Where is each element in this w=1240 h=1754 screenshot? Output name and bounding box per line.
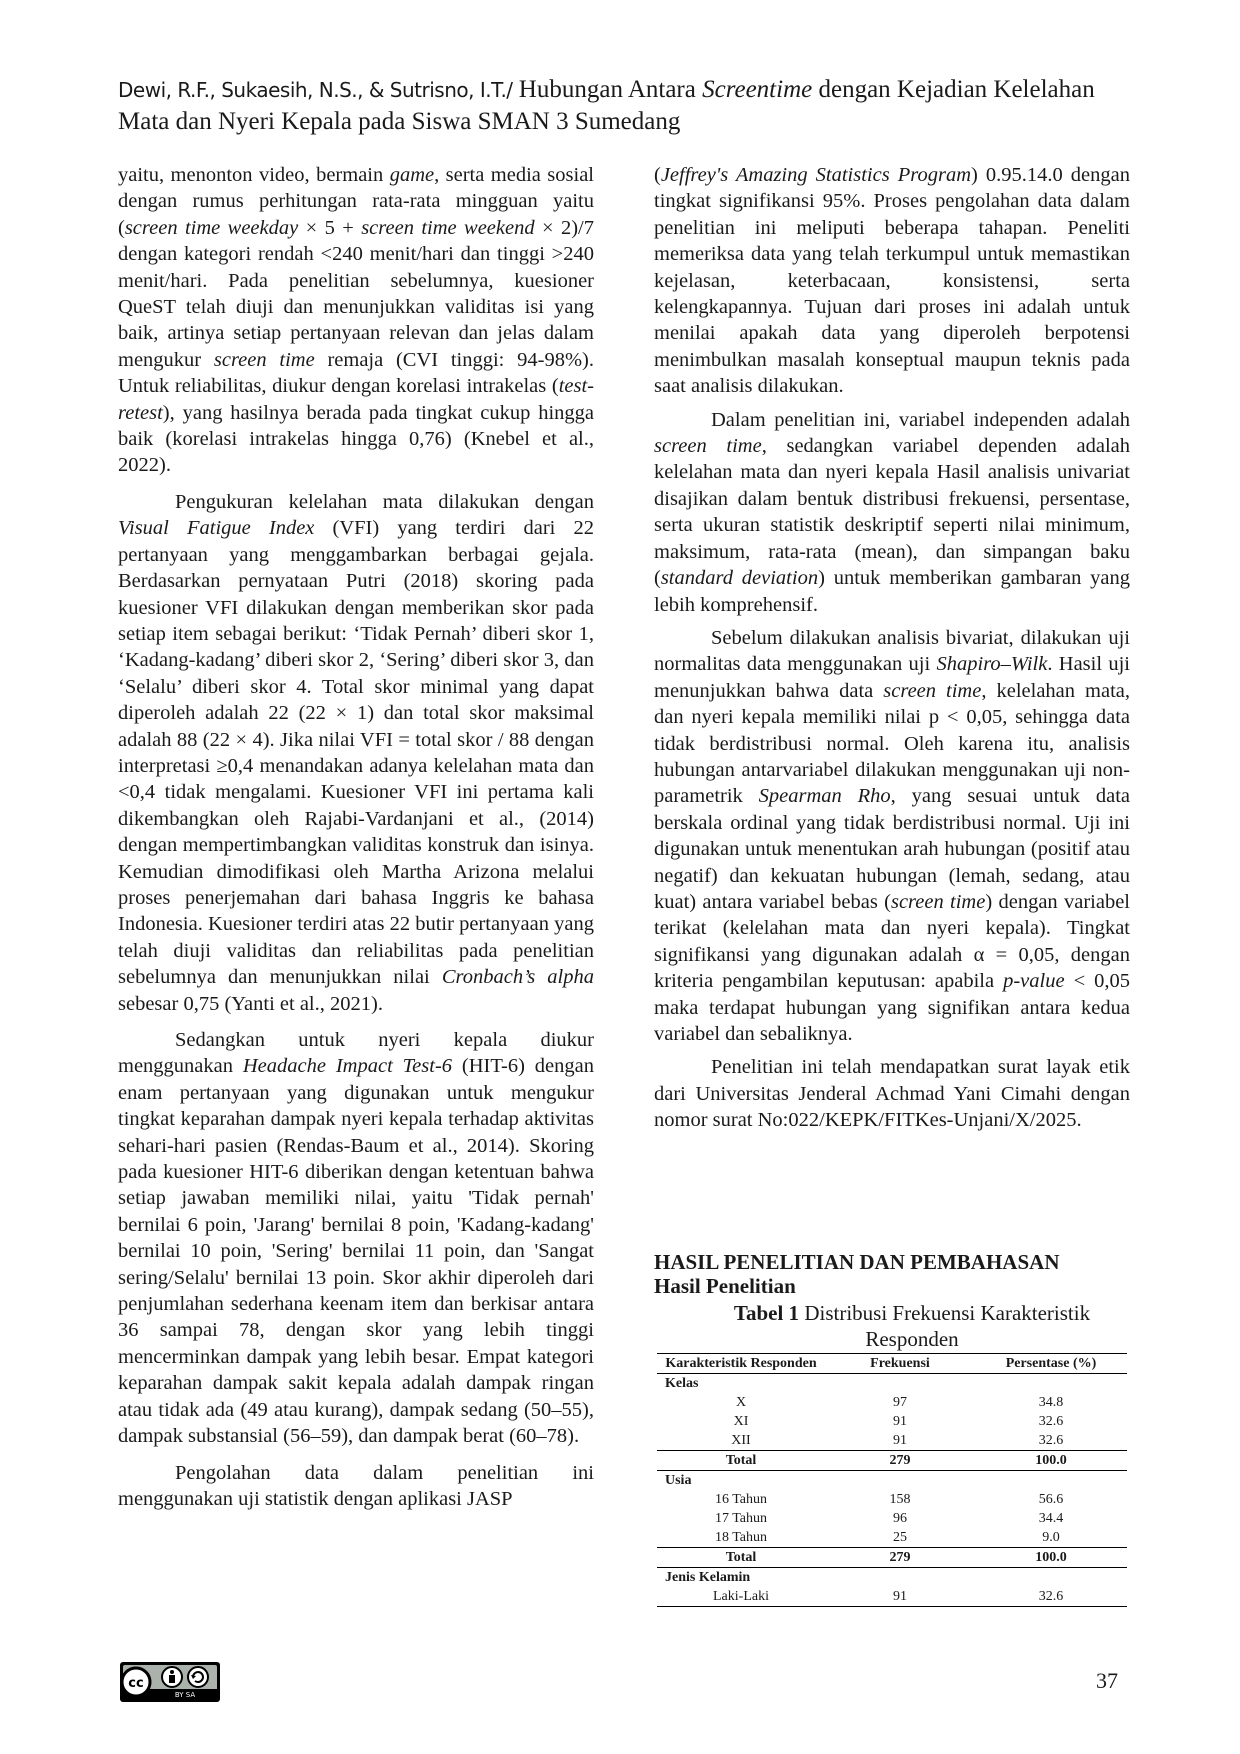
- group-label-kelas: Kelas: [665, 1376, 699, 1391]
- table-row: XI 91 32.6: [733, 1414, 1064, 1429]
- table-total-row: Total 279 100.0: [657, 1548, 1127, 1568]
- table-row: X 97 34.8: [735, 1395, 1064, 1410]
- table-row: 18 Tahun 25 9.0: [714, 1530, 1060, 1545]
- table-row: 17 Tahun 96 34.4: [714, 1511, 1064, 1526]
- table-row: 16 Tahun 158 56.6: [714, 1492, 1064, 1507]
- svg-text:cc: cc: [128, 1676, 144, 1691]
- by-attribution-icon: [162, 1667, 182, 1687]
- header-authors: Dewi, R.F., Sukaesih, N.S., & Sutrisno, I.T./: [118, 78, 513, 102]
- section-heading: HASIL PENELITIAN DAN PEMBAHASAN: [654, 1250, 1060, 1274]
- table-header-percentage: Persentase (%): [1005, 1356, 1097, 1371]
- section-subheading: Hasil Penelitian: [654, 1274, 796, 1298]
- paragraph-etik: Penelitian ini telah mendapatkan surat layak etik dari Universitas Jenderal Achmad Yani Cimahi dengan nomor surat No:022/KEPK/FITKes-Unjani/X/2025.: [654, 1056, 1130, 1132]
- table-header-frequency: Frekuensi: [870, 1356, 930, 1371]
- page-number: 37: [1096, 1668, 1118, 1693]
- left-column: [118, 162, 594, 1512]
- sa-share-alike-icon: [188, 1667, 208, 1687]
- table-caption: Tabel 1 Distribusi Frekuensi Karakteristik Responden: [733, 1301, 1091, 1351]
- table-total-row: Total 279 100.0: [657, 1451, 1127, 1471]
- table-row: XII 91 32.6: [731, 1433, 1064, 1448]
- characteristics-table: [657, 1353, 1127, 1607]
- cc-icon: [122, 1668, 150, 1696]
- results-section: [654, 1250, 1130, 1352]
- header-title-italic: Screentime: [702, 76, 813, 103]
- header-title-part2: dengan Kejadian Kelelahan: [812, 76, 1095, 103]
- group-label-usia: Usia: [665, 1473, 692, 1488]
- paragraph-screen-time-formula: yaitu, menonton video, bermain game, serta media sosial dengan rumus perhitungan rata-rata mingguan yaitu (screen time weekday × 5 + screen time weekend × 2)/7 dengan kategori rendah <240 menit/hari dan tinggi >240 menit/hari. Pada penelitian sebelumnya, kuesioner QueST telah diuji dan menunjukkan validitas isi yang baik, artinya setiap pertanyaan relevan dan jelas dalam mengukur screen time remaja (CVI tinggi: 94-98%). Untuk reliabilitas, diukur dengan korelasi intrakelas (test-retest), yang hasilnya berada pada tingkat cukup hingga baik (korelasi intrakelas hingga 0,76) (Knebel et al., 2022).: [118, 164, 595, 477]
- header-title-part1: Hubungan Antara: [512, 76, 703, 103]
- paragraph-bivariat: Sebelum dilakukan analisis bivariat, dilakukan uji normalitas data menggunakan uji Shapiro–Wilk. Hasil uji menunjukkan bahwa data screen time, kelelahan mata, dan nyeri kepala memiliki nilai p < 0,05, sehingga data tidak berdistribusi normal. Oleh karena itu, analisis hubungan antarvariabel dilakukan menggunakan uji non-parametrik Spearman Rho, yang sesuai untuk data berskala ordinal yang tidak berdistribusi normal. Uji ini digunakan untuk menentukan arah hubungan (positif atau negatif) dan kekuatan hubungan (lemah, sedang, atau kuat) antara variabel bebas (screen time) dengan variabel terikat (kelelahan mata dan nyeri kepala). Tingkat signifikansi yang digunakan adalah α = 0,05, dengan kriteria pengambilan keputusan: apabila p-value < 0,05 maka terdapat hubungan yang signifikan antara kedua variabel dan sebaliknya.: [654, 626, 1131, 1045]
- right-column: [654, 162, 1130, 1134]
- paragraph-hit6: Sedangkan untuk nyeri kepala diukur menggunakan Headache Impact Test-6 (HIT-6) dengan enam pertanyaan yang digunakan untuk mengukur tingkat keparahan dampak nyeri kepala terhadap aktivitas sehari-hari pasien (Rendas-Baum et al., 2014). Skoring pada kuesioner HIT-6 diberikan dengan ketentuan bahwa setiap jawaban memiliki nilai, yaitu 'Tidak pernah' bernilai 6 poin, 'Jarang' bernilai 8 poin, 'Kadang-kadang' bernilai 10 poin, 'Sering' bernilai 11 poin, dan 'Sangat sering/Selalu' bernilai 13 poin. Skor akhir diperoleh dari penjumlahan sederhana keenam item dan berkisar antara 36 sampai 78, dengan skor yang lebih tinggi mencerminkan dampak yang lebih besar. Empat kategori keparahan dampak sakit kepala adalah dampak ringan atau tidak ada (49 atau kurang), dampak sedang (50–55), dampak substansial (56–59), dan dampak berat (60–78).: [118, 1029, 594, 1448]
- paragraph-variabel: Dalam penelitian ini, variabel independen adalah screen time, sedangkan variabel dependen adalah kelelahan mata dan nyeri kepala Hasil analisis univariat disajikan dalam bentuk distribusi frekuensi, persentase, serta ukuran statistik deskriptif seperti nilai minimum, maksimum, rata-rata (mean), dan simpangan baku (standard deviation) untuk memberikan gambaran yang lebih komprehensif.: [654, 408, 1130, 616]
- table-row: Laki-Laki 91 32.6: [657, 1587, 1127, 1607]
- paragraph-jasp: (Jeffrey's Amazing Statistics Program) 0.95.14.0 dengan tingkat signifikansi 95%. Proses pengolahan data dalam penelitian ini meliputi beberapa tahapan. Peneliti memeriksa data yang telah terkumpul untuk memastikan kejelasan, keterbacaan, konsistensi, serta kelengkapannya. Tujuan dari proses ini adalah untuk menilai apakah data yang diperoleh berpotensi menimbulkan masalah konseptual maupun teknis pada saat analisis dilakukan.: [654, 164, 1130, 398]
- header-title-line2: Mata dan Nyeri Kepala pada Siswa SMAN 3 Sumedang: [118, 108, 681, 135]
- running-header: [118, 74, 1128, 137]
- paragraph-vfi: Pengukuran kelelahan mata dilakukan dengan Visual Fatigue Index (VFI) yang terdiri dari 22 pertanyaan yang menggambarkan berbagai gejala. Berdasarkan pernyataan Putri (2018) skoring pada kuesioner VFI dilakukan dengan memberikan skor pada setiap item sebagai berikut: ‘Tidak Pernah’ diberi skor 1, ‘Kadang-kadang’ diberi skor 2, ‘Sering’ diberi skor 3, dan ‘Selalu’ diberi skor 4. Total skor minimal yang dapat diperoleh adalah 22 (22 × 1) dan total skor maksimal adalah 88 (22 × 4). Jika nilai VFI = total skor / 88 dengan interpretasi ≥0,4 menandakan adanya kelelahan mata dan <0,4 tidak mengalami. Kuesioner VFI ini pertama kali dikembangkan oleh Rajabi-Vardanjani et al., (2014) dengan mempertimbangkan validitas konstruk dan isinya. Kemudian dimodifikasi oleh Martha Arizona melalui proses penerjemahan dari bahasa Inggris ke bahasa Indonesia. Kuesioner terdiri atas 22 butir pertanyaan yang telah diuji validitas dan reliabilitas pada penelitian sebelumnya dan menunjukkan nilai Cronbach’s alpha sebesar 0,75 (Yanti et al., 2021).: [118, 490, 595, 1015]
- group-label-jenis-kelamin: Jenis Kelamin: [665, 1570, 751, 1585]
- license-text: BY SA: [174, 1691, 196, 1699]
- table-header-characteristic: Karakteristik Responden: [665, 1356, 817, 1371]
- paragraph-pengolahan: Pengolahan data dalam penelitian ini menggunakan uji statistik dengan aplikasi JASP: [118, 1461, 594, 1510]
- cc-license-badge: [120, 1662, 220, 1702]
